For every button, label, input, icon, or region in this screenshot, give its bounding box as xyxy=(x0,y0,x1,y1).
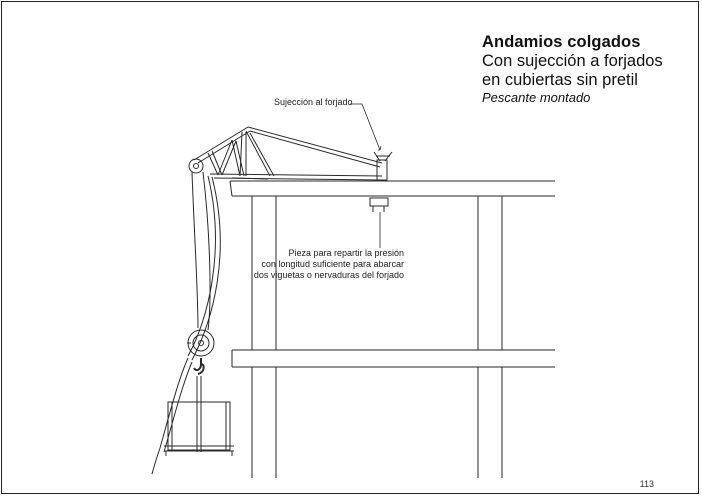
suspension-cables xyxy=(152,172,220,474)
plate-label-line-1: Pieza para repartir la presión xyxy=(288,248,404,258)
left-column xyxy=(252,196,276,478)
title-line-1: Con sujección a forjados xyxy=(482,52,663,70)
anchor-bracket xyxy=(374,152,392,180)
right-column xyxy=(478,196,502,478)
roof-slab xyxy=(230,181,555,196)
lower-slab xyxy=(232,350,555,367)
davit-truss xyxy=(189,127,382,180)
plate-label-line-2: con longitud suficiente para abarcar xyxy=(261,259,404,269)
title-heading: Andamios colgados xyxy=(482,33,641,51)
plate-label xyxy=(244,248,404,281)
pressure-plate xyxy=(370,198,388,212)
plate-label-line-3: dos viguetas o nervaduras del forjado xyxy=(253,270,404,280)
title-subtitle: Pescante montado xyxy=(482,90,591,105)
anchor-label: Sujección al forjado xyxy=(274,97,353,107)
page-number: 113 xyxy=(639,479,654,489)
hook-icon xyxy=(194,358,204,374)
title-line-2: en cubiertas sin pretil xyxy=(482,71,638,89)
